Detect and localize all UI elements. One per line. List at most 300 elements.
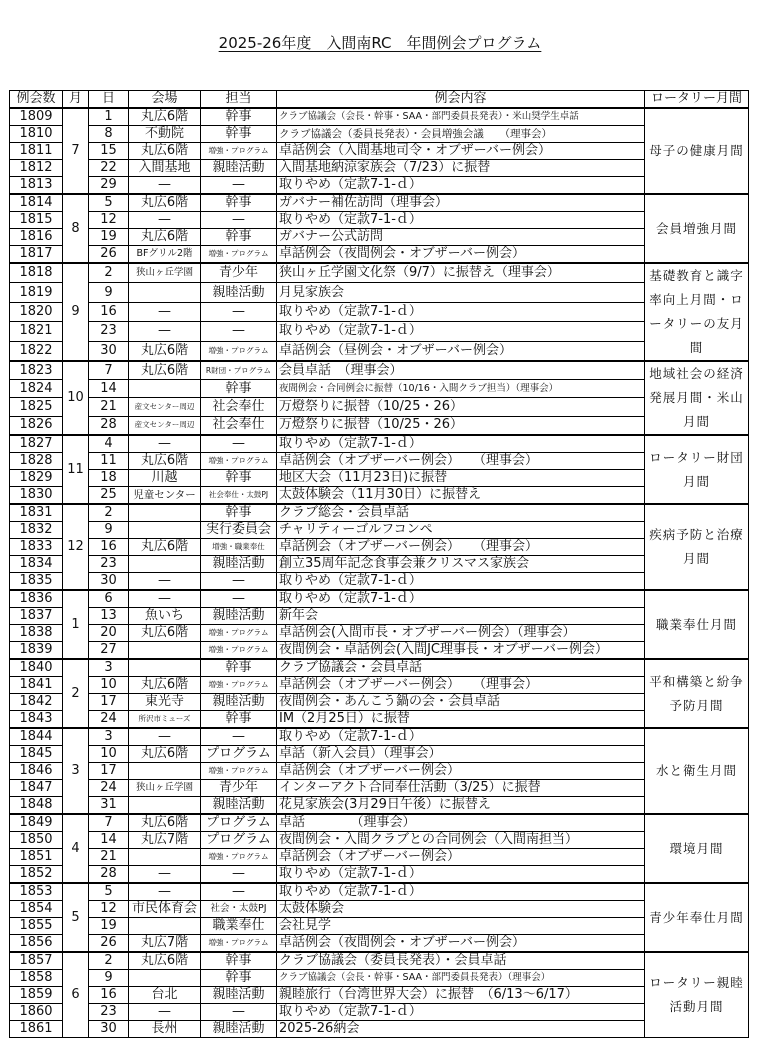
table-row xyxy=(10,987,749,1004)
cell-day: 16 xyxy=(89,987,129,1004)
cell-theme: ロータリー親睦活動月間 xyxy=(645,952,749,1038)
table-row xyxy=(10,143,749,160)
cell-day: 6 xyxy=(89,590,129,608)
header-venue: 会場 xyxy=(129,91,201,109)
cell-day: 9 xyxy=(89,522,129,539)
cell-venue: 丸広6階 xyxy=(129,194,201,212)
cell-day: 17 xyxy=(89,763,129,780)
cell-day: 13 xyxy=(89,608,129,625)
cell-count: 1856 xyxy=(10,935,63,953)
cell-content: 新年会 xyxy=(277,608,645,625)
cell-venue xyxy=(129,380,201,398)
cell-count: 1835 xyxy=(10,573,63,591)
cell-venue: — xyxy=(129,590,201,608)
cell-day: 26 xyxy=(89,935,129,953)
table-row xyxy=(10,283,749,302)
cell-venue: 所沢市ミューズ xyxy=(129,711,201,729)
cell-venue: 台北 xyxy=(129,987,201,1004)
cell-charge: 親睦活動 xyxy=(201,1021,277,1038)
cell-day: 7 xyxy=(89,361,129,380)
cell-content: 月見家族会 xyxy=(277,283,645,302)
cell-day: 28 xyxy=(89,416,129,435)
cell-count: 1849 xyxy=(10,814,63,832)
table-row xyxy=(10,814,749,832)
cell-charge: 職業奉仕 xyxy=(201,918,277,935)
cell-count: 1855 xyxy=(10,918,63,935)
cell-venue: — xyxy=(129,1004,201,1021)
cell-count: 1815 xyxy=(10,212,63,229)
cell-day: 12 xyxy=(89,901,129,918)
cell-charge: 青少年 xyxy=(201,263,277,283)
table-row xyxy=(10,504,749,522)
table-row xyxy=(10,659,749,677)
cell-venue: — xyxy=(129,883,201,901)
cell-charge: — xyxy=(201,573,277,591)
cell-charge: 社会奉仕 xyxy=(201,416,277,435)
cell-charge: 幹事 xyxy=(201,380,277,398)
cell-count: 1817 xyxy=(10,246,63,264)
table-row xyxy=(10,608,749,625)
cell-charge: R財団・プログラム xyxy=(201,361,277,380)
cell-day: 8 xyxy=(89,126,129,143)
cell-venue: 児童センター xyxy=(129,487,201,505)
cell-venue: — xyxy=(129,728,201,746)
cell-day: 16 xyxy=(89,302,129,321)
cell-venue xyxy=(129,970,201,987)
table-row xyxy=(10,866,749,884)
cell-venue: — xyxy=(129,212,201,229)
header-theme: ロータリー月間 xyxy=(645,91,749,109)
cell-day: 7 xyxy=(89,814,129,832)
cell-day: 9 xyxy=(89,970,129,987)
cell-content: 卓話例会（オブザーバー例会） （理事会） xyxy=(277,453,645,470)
cell-content: インターアクト合同奉仕活動（3/25）に振替 xyxy=(277,780,645,797)
header-row xyxy=(10,91,749,109)
cell-count: 1818 xyxy=(10,263,63,283)
cell-day: 14 xyxy=(89,380,129,398)
cell-content: 取りやめ（定款7-1-ｄ） xyxy=(277,573,645,591)
cell-day: 24 xyxy=(89,780,129,797)
cell-venue xyxy=(129,556,201,573)
cell-content: 卓話 （理事会） xyxy=(277,814,645,832)
table-row xyxy=(10,746,749,763)
header-charge: 担当 xyxy=(201,91,277,109)
cell-venue: — xyxy=(129,573,201,591)
cell-content: 卓話例会（オブザーバー例会） （理事会） xyxy=(277,539,645,556)
cell-count: 1857 xyxy=(10,952,63,970)
table-row xyxy=(10,361,749,380)
cell-day: 15 xyxy=(89,143,129,160)
cell-count: 1833 xyxy=(10,539,63,556)
cell-day: 16 xyxy=(89,539,129,556)
cell-venue: 丸広6階 xyxy=(129,361,201,380)
cell-venue: 丸広7階 xyxy=(129,832,201,849)
cell-charge: 幹事 xyxy=(201,659,277,677)
cell-venue: 丸広6階 xyxy=(129,677,201,694)
cell-venue: — xyxy=(129,302,201,321)
cell-content: クラブ協議会（委員長発表）・会員増強会議 （理事会） xyxy=(277,126,645,143)
cell-charge: 増強・プログラム xyxy=(201,849,277,866)
cell-venue: 長州 xyxy=(129,1021,201,1038)
cell-count: 1819 xyxy=(10,283,63,302)
cell-content: 夜間例会・入間クラブとの合同例会（入間南担当） xyxy=(277,832,645,849)
cell-day: 28 xyxy=(89,866,129,884)
cell-month: 3 xyxy=(63,728,89,814)
cell-charge: 親睦活動 xyxy=(201,160,277,177)
cell-content: 卓話例会（入間基地司令・オブザーバー例会） xyxy=(277,143,645,160)
cell-theme: 環境月間 xyxy=(645,814,749,883)
cell-day: 27 xyxy=(89,642,129,660)
cell-venue: 川越 xyxy=(129,470,201,487)
header-content: 例会内容 xyxy=(277,91,645,109)
cell-day: 31 xyxy=(89,797,129,815)
cell-venue: — xyxy=(129,435,201,453)
table-row xyxy=(10,901,749,918)
cell-month: 2 xyxy=(63,659,89,728)
cell-content: 夜間例会・合同例会に振替（10/16・入間クラブ担当）（理事会） xyxy=(277,380,645,398)
cell-content: 2025-26納会 xyxy=(277,1021,645,1038)
cell-venue: — xyxy=(129,866,201,884)
cell-charge: 実行委員会 xyxy=(201,522,277,539)
cell-content: ガバナー補佐訪問（理事会） xyxy=(277,194,645,212)
cell-content: 卓話例会（オブザーバー例会） xyxy=(277,763,645,780)
cell-day: 30 xyxy=(89,573,129,591)
table-row xyxy=(10,883,749,901)
cell-venue: 丸広6階 xyxy=(129,453,201,470)
cell-count: 1816 xyxy=(10,229,63,246)
cell-content: 卓話例会（昼例会・オブザーバー例会） xyxy=(277,341,645,361)
cell-count: 1841 xyxy=(10,677,63,694)
cell-content: 卓話例会（夜間例会・オブザーバー例会） xyxy=(277,246,645,264)
cell-count: 1822 xyxy=(10,341,63,361)
cell-charge: — xyxy=(201,883,277,901)
cell-count: 1836 xyxy=(10,590,63,608)
cell-month: 4 xyxy=(63,814,89,883)
cell-charge: プログラム xyxy=(201,814,277,832)
cell-venue: 産文センター周辺 xyxy=(129,416,201,435)
table-row xyxy=(10,302,749,321)
cell-charge: 幹事 xyxy=(201,504,277,522)
cell-month: 7 xyxy=(63,108,89,194)
cell-day: 23 xyxy=(89,322,129,341)
cell-content: 夜間例会・卓話例会(入間JC理事長・オブザーバー例会） xyxy=(277,642,645,660)
cell-charge: 幹事 xyxy=(201,970,277,987)
cell-venue xyxy=(129,642,201,660)
cell-month: 1 xyxy=(63,590,89,659)
cell-charge: 幹事 xyxy=(201,952,277,970)
table-row xyxy=(10,160,749,177)
cell-content: 会社見学 xyxy=(277,918,645,935)
cell-content: チャリティーゴルフコンペ xyxy=(277,522,645,539)
table-row xyxy=(10,728,749,746)
cell-charge: — xyxy=(201,866,277,884)
cell-theme: 母子の健康月間 xyxy=(645,108,749,194)
cell-day: 10 xyxy=(89,677,129,694)
cell-venue: 魚いち xyxy=(129,608,201,625)
cell-venue: 丸広6階 xyxy=(129,625,201,642)
cell-venue: — xyxy=(129,177,201,195)
cell-day: 11 xyxy=(89,453,129,470)
cell-venue: 丸広6階 xyxy=(129,229,201,246)
table-row xyxy=(10,380,749,398)
cell-content: 取りやめ（定款7-1-ｄ） xyxy=(277,435,645,453)
cell-count: 1832 xyxy=(10,522,63,539)
cell-count: 1861 xyxy=(10,1021,63,1038)
cell-content: クラブ協議会（会長・幹事・SAA・部門委員長発表）（理事会） xyxy=(277,970,645,987)
cell-content: 入間基地納涼家族会（7/23）に振替 xyxy=(277,160,645,177)
cell-content: 万燈祭りに振替（10/25・26） xyxy=(277,416,645,435)
cell-day: 26 xyxy=(89,246,129,264)
cell-charge: 社会・太鼓PJ xyxy=(201,901,277,918)
cell-count: 1825 xyxy=(10,398,63,416)
cell-charge: 幹事 xyxy=(201,126,277,143)
cell-venue: 丸広6階 xyxy=(129,108,201,126)
cell-content: 会員卓話 （理事会） xyxy=(277,361,645,380)
table-row xyxy=(10,797,749,815)
cell-venue xyxy=(129,504,201,522)
table-row xyxy=(10,229,749,246)
cell-day: 2 xyxy=(89,263,129,283)
cell-venue xyxy=(129,763,201,780)
cell-venue: 丸広7階 xyxy=(129,935,201,953)
cell-day: 21 xyxy=(89,398,129,416)
cell-count: 1812 xyxy=(10,160,63,177)
cell-charge: 幹事 xyxy=(201,194,277,212)
cell-venue: 狭山ヶ丘学園 xyxy=(129,780,201,797)
table-row xyxy=(10,435,749,453)
cell-content: クラブ協議会（委員長発表）・会員卓話 xyxy=(277,952,645,970)
cell-charge: 増強・プログラム xyxy=(201,143,277,160)
table-row xyxy=(10,398,749,416)
cell-count: 1858 xyxy=(10,970,63,987)
cell-venue: 丸広6階 xyxy=(129,952,201,970)
cell-day: 17 xyxy=(89,694,129,711)
cell-count: 1845 xyxy=(10,746,63,763)
table-row xyxy=(10,763,749,780)
cell-charge: 親睦活動 xyxy=(201,987,277,1004)
cell-venue: 市民体育会 xyxy=(129,901,201,918)
cell-venue xyxy=(129,659,201,677)
cell-month: 6 xyxy=(63,952,89,1038)
cell-day: 14 xyxy=(89,832,129,849)
cell-count: 1846 xyxy=(10,763,63,780)
cell-charge: — xyxy=(201,302,277,321)
cell-content: 取りやめ（定款7-1-ｄ） xyxy=(277,883,645,901)
cell-content: クラブ協議会（会長・幹事・SAA・部門委員長発表）・米山奨学生卓話 xyxy=(277,108,645,126)
cell-theme: 会員増強月間 xyxy=(645,194,749,263)
table-row xyxy=(10,780,749,797)
cell-charge: 社会奉仕・太鼓PJ xyxy=(201,487,277,505)
cell-charge: 親睦活動 xyxy=(201,556,277,573)
cell-venue: 丸広6階 xyxy=(129,814,201,832)
table-row xyxy=(10,194,749,212)
cell-charge: 親睦活動 xyxy=(201,283,277,302)
table-row xyxy=(10,177,749,195)
cell-content: 取りやめ（定款7-1-ｄ） xyxy=(277,302,645,321)
cell-count: 1821 xyxy=(10,322,63,341)
cell-charge: 増強・プログラム xyxy=(201,341,277,361)
cell-count: 1823 xyxy=(10,361,63,380)
cell-count: 1854 xyxy=(10,901,63,918)
cell-count: 1831 xyxy=(10,504,63,522)
table-row xyxy=(10,539,749,556)
cell-day: 9 xyxy=(89,283,129,302)
cell-venue: 丸広6階 xyxy=(129,539,201,556)
cell-charge: 増強・プログラム xyxy=(201,625,277,642)
cell-content: 取りやめ（定款7-1-ｄ） xyxy=(277,177,645,195)
cell-day: 29 xyxy=(89,177,129,195)
cell-content: 太鼓体験会 xyxy=(277,901,645,918)
cell-day: 23 xyxy=(89,1004,129,1021)
header-day: 日 xyxy=(89,91,129,109)
cell-day: 22 xyxy=(89,160,129,177)
cell-charge: — xyxy=(201,435,277,453)
page-title: 2025-26年度 入間南RC 年間例会プログラム xyxy=(218,34,542,52)
cell-theme: 平和構築と紛争予防月間 xyxy=(645,659,749,728)
cell-content: 卓話（新入会員）（理事会） xyxy=(277,746,645,763)
cell-count: 1844 xyxy=(10,728,63,746)
cell-charge: 増強・プログラム xyxy=(201,935,277,953)
cell-day: 1 xyxy=(89,108,129,126)
cell-day: 3 xyxy=(89,728,129,746)
cell-content: 取りやめ（定款7-1-ｄ） xyxy=(277,590,645,608)
cell-count: 1848 xyxy=(10,797,63,815)
cell-charge: 増強・プログラム xyxy=(201,246,277,264)
table-row xyxy=(10,832,749,849)
cell-count: 1829 xyxy=(10,470,63,487)
table-row xyxy=(10,970,749,987)
cell-content: クラブ総会・会員卓話 xyxy=(277,504,645,522)
cell-content: 地区大会（11月23日)に振替 xyxy=(277,470,645,487)
cell-count: 1842 xyxy=(10,694,63,711)
table-row xyxy=(10,918,749,935)
cell-count: 1828 xyxy=(10,453,63,470)
cell-day: 12 xyxy=(89,212,129,229)
cell-charge: 社会奉仕 xyxy=(201,398,277,416)
cell-day: 30 xyxy=(89,341,129,361)
cell-content: 卓話例会(入間市長・オブザーバー例会）（理事会） xyxy=(277,625,645,642)
cell-content: IM（2月25日）に振替 xyxy=(277,711,645,729)
cell-count: 1843 xyxy=(10,711,63,729)
cell-venue: 丸広6階 xyxy=(129,143,201,160)
table-row xyxy=(10,126,749,143)
cell-theme: 青少年奉仕月間 xyxy=(645,883,749,952)
cell-venue: 丸広6階 xyxy=(129,341,201,361)
cell-day: 25 xyxy=(89,487,129,505)
table-row xyxy=(10,677,749,694)
cell-charge: 親睦活動 xyxy=(201,608,277,625)
cell-content: 取りやめ（定款7-1-ｄ） xyxy=(277,728,645,746)
table-row xyxy=(10,108,749,126)
cell-venue: 東光寺 xyxy=(129,694,201,711)
cell-content: 親睦旅行（台湾世界大会）に振替 （6/13～6/17） xyxy=(277,987,645,1004)
cell-count: 1839 xyxy=(10,642,63,660)
cell-venue: 丸広6階 xyxy=(129,746,201,763)
table-row xyxy=(10,935,749,953)
cell-venue xyxy=(129,849,201,866)
cell-charge: — xyxy=(201,1004,277,1021)
cell-count: 1834 xyxy=(10,556,63,573)
table-row xyxy=(10,453,749,470)
cell-charge: 増強・プログラム xyxy=(201,763,277,780)
cell-day: 10 xyxy=(89,746,129,763)
cell-content: ガバナー公式訪問 xyxy=(277,229,645,246)
table-row xyxy=(10,522,749,539)
header-month: 月 xyxy=(63,91,89,109)
cell-charge: — xyxy=(201,728,277,746)
cell-count: 1810 xyxy=(10,126,63,143)
cell-day: 4 xyxy=(89,435,129,453)
table-row xyxy=(10,1004,749,1021)
cell-content: 取りやめ（定款7-1-ｄ） xyxy=(277,212,645,229)
cell-venue: BFグリル2階 xyxy=(129,246,201,264)
cell-charge: 幹事 xyxy=(201,229,277,246)
cell-month: 8 xyxy=(63,194,89,263)
table-row xyxy=(10,573,749,591)
table-row xyxy=(10,590,749,608)
cell-content: 卓話例会（オブザーバー例会） （理事会） xyxy=(277,677,645,694)
cell-venue xyxy=(129,522,201,539)
cell-theme: 水と衛生月間 xyxy=(645,728,749,814)
cell-day: 5 xyxy=(89,883,129,901)
cell-count: 1860 xyxy=(10,1004,63,1021)
table-row xyxy=(10,322,749,341)
cell-charge: — xyxy=(201,322,277,341)
cell-content: 太鼓体験会（11月30日）に振替え xyxy=(277,487,645,505)
cell-day: 20 xyxy=(89,625,129,642)
cell-charge: — xyxy=(201,212,277,229)
cell-charge: 増強・プログラム xyxy=(201,453,277,470)
cell-content: 取りやめ（定款7-1-ｄ） xyxy=(277,866,645,884)
cell-day: 19 xyxy=(89,229,129,246)
cell-venue: 入間基地 xyxy=(129,160,201,177)
cell-day: 3 xyxy=(89,659,129,677)
cell-count: 1840 xyxy=(10,659,63,677)
table-row xyxy=(10,556,749,573)
cell-content: 花見家族会(3月29日午後）に振替え xyxy=(277,797,645,815)
cell-content: 取りやめ（定款7-1-ｄ） xyxy=(277,1004,645,1021)
table-row xyxy=(10,694,749,711)
table-row xyxy=(10,487,749,505)
table-row xyxy=(10,341,749,361)
cell-content: 卓話例会（夜間例会・オブザーバー例会） xyxy=(277,935,645,953)
cell-day: 30 xyxy=(89,1021,129,1038)
table-row xyxy=(10,263,749,283)
cell-content: 狭山ヶ丘学園文化祭（9/7）に振替え（理事会） xyxy=(277,263,645,283)
cell-count: 1837 xyxy=(10,608,63,625)
cell-day: 5 xyxy=(89,194,129,212)
cell-count: 1847 xyxy=(10,780,63,797)
cell-day: 21 xyxy=(89,849,129,866)
table-row xyxy=(10,416,749,435)
cell-venue: 産文センター周辺 xyxy=(129,398,201,416)
table-row xyxy=(10,1021,749,1038)
cell-theme: 職業奉仕月間 xyxy=(645,590,749,659)
cell-content: 夜間例会・あんこう鍋の会・会員卓話 xyxy=(277,694,645,711)
cell-content: 卓話例会（オブザーバー例会） xyxy=(277,849,645,866)
cell-venue: 不動院 xyxy=(129,126,201,143)
cell-count: 1852 xyxy=(10,866,63,884)
cell-theme: 基礎教育と識字率向上月間・ロータリーの友月間 xyxy=(645,263,749,361)
table-row xyxy=(10,212,749,229)
cell-charge: 増強・職業奉仕 xyxy=(201,539,277,556)
cell-content: 万燈祭りに振替（10/25・26） xyxy=(277,398,645,416)
table-row xyxy=(10,952,749,970)
cell-day: 23 xyxy=(89,556,129,573)
cell-venue: — xyxy=(129,322,201,341)
cell-theme: 疾病予防と治療月間 xyxy=(645,504,749,590)
cell-count: 1811 xyxy=(10,143,63,160)
